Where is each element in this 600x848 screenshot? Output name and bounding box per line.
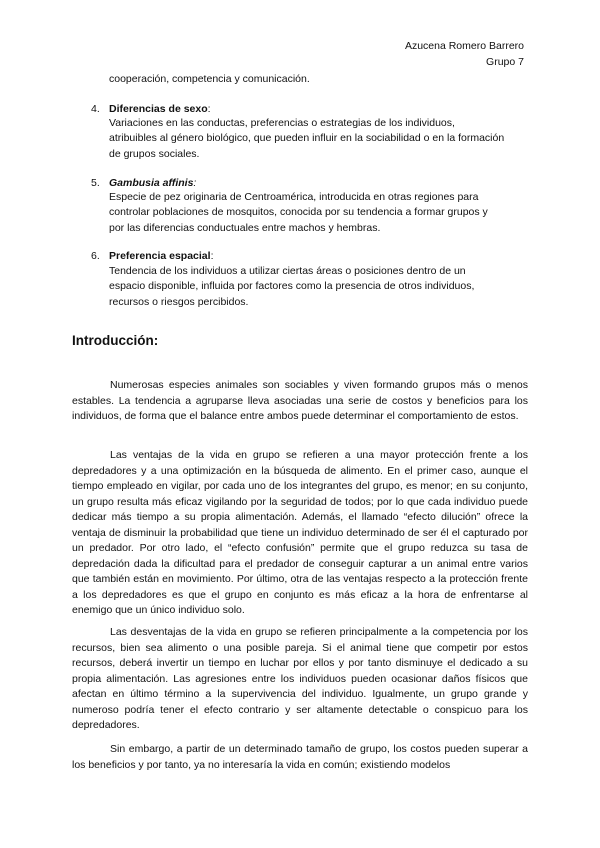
body-paragraph: Las desventajas de la vida en grupo se refieren principalmente a la competencia por los recursos, bien sea alimento o una posible pareja. Si el animal tiene que competir por estos recursos, deberá invertir un tiempo en luchar por ellos y por tanto disminuye el dedicado a su propia alimentación. Las agresiones entre los individuos pueden ocasionar daños físicos que afectan en último término a la supervivencia del individuo. Igualmente, un grupo grande y numeroso podría tener el efecto contrario y ser altamente detectable o conspicuo para los depredadores.	[72, 626, 528, 731]
definition-text-line: Especie de pez originaria de Centroamérica, introducida en otras regiones para	[109, 191, 479, 203]
definition-text-line: controlar poblaciones de mosquitos, conocida por su tendencia a formar grupos y	[109, 206, 488, 218]
group-label: Grupo 7	[486, 56, 524, 68]
definition-text-line: recursos o riesgos percibidos.	[109, 296, 249, 308]
definition-text-line: atribuibles al género biológico, que pueden influir en la sociabilidad o en la formación	[109, 132, 505, 144]
definition-term: Gambusia affinis	[109, 177, 194, 189]
body-paragraph: Numerosas especies animales son sociables y viven formando grupos más o menos estables. La tendencia a agruparse lleva asociadas una serie de costos y beneficios para los individuos, de forma que el balance entre ambos puede determinar el comportamiento de estos.	[72, 379, 528, 422]
definition-text-line: espacio disponible, influida por factores como la presencia de otros individuos,	[109, 280, 475, 292]
list-continuation: cooperación, competencia y comunicación.	[109, 73, 310, 85]
page-header	[405, 38, 524, 70]
definition-text-line: Tendencia de los individuos a utilizar ciertas áreas o posiciones dentro de un	[109, 265, 466, 277]
body-paragraph: Sin embargo, a partir de un determinado tamaño de grupo, los costos pueden superar a los beneficios y por tanto, ya no interesaría la vida en común; existiendo modelos	[72, 743, 528, 771]
definition-colon: :	[193, 177, 197, 189]
list-number: 6.	[91, 250, 100, 262]
author-name: Azucena Romero Barrero	[404, 40, 524, 52]
list-number: 5.	[91, 177, 100, 189]
definition-colon: :	[207, 103, 211, 115]
definition-text-line: Variaciones en las conductas, preferencias o estrategias de los individuos,	[109, 117, 455, 129]
body-paragraph: Las ventajas de la vida en grupo se refieren a una mayor protección frente a los depredadores y a una optimización en la búsqueda de alimento. En el primer caso, aunque el tiempo empleado en vigilar, por cada uno de los integrantes del grupo, es menor; en su conjunto, un grupo resulta más eficaz vigilando por la seguridad de todos; por lo que cada individuo puede dedicar más tiempo a su propia alimentación. Además, el llamado “efecto dilución” ofrece la ventaja de disminuir la probabilidad que tiene un individuo determinado de ser él el capturado por un predador. Por otro lado, el “efecto confusión” permite que el grupo reduzca su tasa de depredación dada la dificultad para el predador de conseguir capturar a un animal entre varios que también están en movimiento. Por último, otra de las ventajas respecto a la protección frente a los depredadores es que el grupo en conjunto es más eficaz a la hora de enfrentarse al enemigo que un único individuo solo.	[72, 449, 528, 616]
definition-colon: :	[210, 250, 214, 262]
definition-term-line	[109, 248, 214, 264]
section-heading: Introducción:	[72, 333, 159, 348]
definition-text-line: de grupos sociales.	[109, 148, 200, 160]
definition-term: Diferencias de sexo	[109, 103, 208, 115]
definition-text-line: por las diferencias conductuales entre machos y hembras.	[109, 222, 381, 234]
list-number: 4.	[91, 103, 100, 115]
definition-term: Preferencia espacial	[109, 250, 211, 262]
